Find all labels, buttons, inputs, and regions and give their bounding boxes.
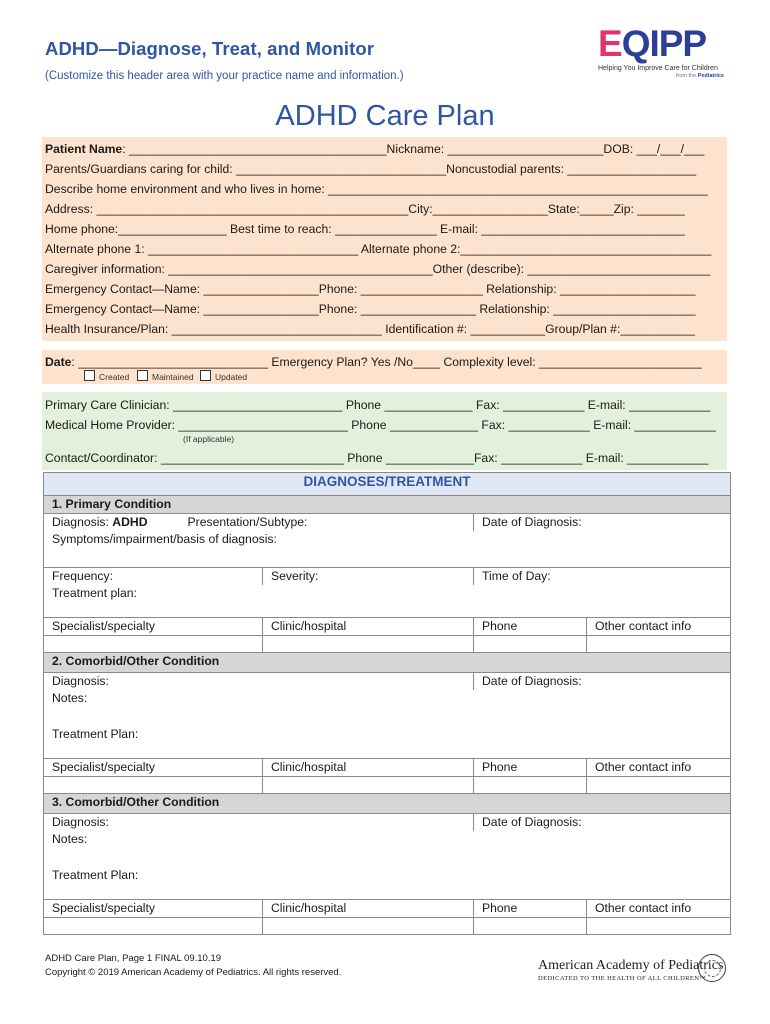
patient-line-9[interactable] xyxy=(45,301,696,317)
aap-tagline: DEDICATED TO THE HEALTH OF ALL CHILDREN™ xyxy=(538,975,707,982)
patient-line-text[interactable]: Alternate phone 1: _______________________________ Alternate phone 2:_____________________________________ xyxy=(45,242,712,256)
phone-col: Phone xyxy=(474,618,587,636)
document-title: ADHD Care Plan xyxy=(275,100,495,132)
logo-e: E xyxy=(598,23,622,64)
patient-line-5[interactable] xyxy=(45,221,685,237)
patient-line-6[interactable] xyxy=(45,241,711,257)
date-fields[interactable]: : ____________________________ Emergency Plan? Yes /No____ Complexity level: ________________________ xyxy=(71,355,702,369)
footer-text xyxy=(45,952,341,980)
checkbox-maintained-label: Maintained xyxy=(152,372,194,382)
header-title: ADHD—Diagnose, Treat, and Monitor xyxy=(45,38,375,59)
phone-col: Phone xyxy=(474,900,587,918)
primary-care-line[interactable]: Primary Care Clinician: _________________________ Phone _____________ Fax: ____________ E-mail: ____________ xyxy=(45,398,711,412)
specialist-col: Specialist/specialty xyxy=(44,900,263,918)
patient-line-text[interactable]: Caregiver information: _______________________________________Other (describe): ___________________________ xyxy=(45,262,711,276)
patient-line-10[interactable] xyxy=(45,321,695,337)
medical-home-line[interactable]: Medical Home Provider: _________________________ Phone _____________ Fax: ____________ E-mail: ____________ xyxy=(45,418,716,432)
specialist-input[interactable] xyxy=(44,777,263,794)
checkbox-updated-box[interactable] xyxy=(200,370,211,381)
comorbid-2-notes[interactable]: Notes: xyxy=(44,831,731,867)
checkbox-updated[interactable] xyxy=(200,370,247,382)
patient-line-text[interactable]: Home phone:________________ Best time to reach: _______________ E-mail: ______________________________ xyxy=(45,222,685,236)
phone-input[interactable] xyxy=(474,777,587,794)
checkbox-maintained-box[interactable] xyxy=(137,370,148,381)
logo-rest: QIPP xyxy=(621,23,707,64)
comorbid-2-date[interactable]: Date of Diagnosis: xyxy=(474,814,731,832)
patient-line-text[interactable]: Address: ______________________________________________City:_________________State:_____Zip: _______ xyxy=(45,202,685,216)
comorbid-1-date[interactable]: Date of Diagnosis: xyxy=(474,673,731,691)
comorbid-2-diagnosis[interactable]: Diagnosis: xyxy=(44,814,474,832)
specialist-col: Specialist/specialty xyxy=(44,618,263,636)
time-of-day-cell[interactable]: Time of Day: xyxy=(474,568,731,586)
patient-line-text[interactable]: Health Insurance/Plan: _______________________________ Identification #: ___________Group/Plan #:___________ xyxy=(45,322,695,336)
other-contact-col: Other contact info xyxy=(587,900,731,918)
phone-col: Phone xyxy=(474,759,587,777)
patient-line-7[interactable] xyxy=(45,261,710,277)
diagnosis-label: Diagnosis: xyxy=(52,515,113,529)
patient-line-8[interactable] xyxy=(45,281,696,297)
header-subtitle: (Customize this header area with your practice name and information.) xyxy=(45,70,404,82)
logo-byline-org: Pediatrics xyxy=(697,73,724,79)
patient-line-label: Patient Name xyxy=(45,142,123,156)
comorbid-1-notes[interactable]: Notes: xyxy=(44,690,731,726)
logo-wordmark xyxy=(598,24,724,64)
patient-line-text[interactable]: Emergency Contact—Name: _________________Phone: _________________ Relationship: _____________________ xyxy=(45,302,696,316)
logo-tagline: Helping You Improve Care for Children xyxy=(598,65,718,72)
table-header: DIAGNOSES/TREATMENT xyxy=(44,473,731,496)
clinic-col: Clinic/hospital xyxy=(263,759,474,777)
comorbid-1-treatment[interactable]: Treatment Plan: xyxy=(44,726,731,759)
comorbid-1-heading: 2. Comorbid/Other Condition xyxy=(44,653,731,673)
comorbid-1-diagnosis[interactable]: Diagnosis: xyxy=(44,673,474,691)
primary-condition-heading: 1. Primary Condition xyxy=(44,496,731,514)
aap-logo xyxy=(538,958,728,988)
footer-copyright: Copyright © 2019 American Academy of Pediatrics. All rights reserved. xyxy=(45,967,342,978)
comorbid-2-heading: 3. Comorbid/Other Condition xyxy=(44,794,731,814)
symptoms-cell[interactable]: Symptoms/impairment/basis of diagnosis: xyxy=(44,531,731,568)
patient-line-1[interactable] xyxy=(45,141,704,157)
patient-line-2[interactable] xyxy=(45,161,696,177)
patient-line-text[interactable]: Describe home environment and who lives in home: ________________________________________________________ xyxy=(45,182,708,196)
phone-input[interactable] xyxy=(474,918,587,935)
diagnoses-table xyxy=(43,472,731,935)
severity-cell[interactable]: Severity: xyxy=(263,568,474,586)
aap-seal-icon xyxy=(698,954,726,982)
specialist-input[interactable] xyxy=(44,918,263,935)
clinic-input[interactable] xyxy=(263,918,474,935)
primary-treatment-cell[interactable]: Treatment plan: xyxy=(44,585,731,618)
patient-line-text[interactable]: Emergency Contact—Name: _________________Phone: __________________ Relationship: ____________________ xyxy=(45,282,696,296)
clinic-col: Clinic/hospital xyxy=(263,618,474,636)
other-contact-input[interactable] xyxy=(587,636,731,653)
other-contact-input[interactable] xyxy=(587,918,731,935)
patient-line-text[interactable]: : ______________________________________Nickname: _______________________DOB: ___/___/___ xyxy=(122,142,705,156)
logo-byline xyxy=(598,73,724,79)
patient-line-4[interactable] xyxy=(45,201,685,217)
diagnosis-value: ADHD xyxy=(112,515,148,529)
other-contact-col: Other contact info xyxy=(587,618,731,636)
logo-byline-prefix: from the xyxy=(675,73,697,79)
primary-diagnosis-cell[interactable] xyxy=(44,514,474,532)
footer-page-line: ADHD Care Plan, Page 1 FINAL 09.10.19 xyxy=(45,953,222,964)
other-contact-input[interactable] xyxy=(587,777,731,794)
specialist-input[interactable] xyxy=(44,636,263,653)
clinic-input[interactable] xyxy=(263,636,474,653)
checkbox-maintained[interactable] xyxy=(137,370,194,382)
date-label: Date xyxy=(45,355,72,369)
checkbox-created[interactable] xyxy=(84,370,129,382)
if-applicable-note: (If applicable) xyxy=(183,434,235,444)
primary-date-cell[interactable]: Date of Diagnosis: xyxy=(474,514,731,532)
presentation-label: Presentation/Subtype: xyxy=(187,515,308,529)
checkbox-created-label: Created xyxy=(99,372,130,382)
phone-input[interactable] xyxy=(474,636,587,653)
patient-line-text[interactable]: Parents/Guardians caring for child: _______________________________Noncustodial parents: ___________________ xyxy=(45,162,697,176)
clinic-input[interactable] xyxy=(263,777,474,794)
comorbid-2-treatment[interactable]: Treatment Plan: xyxy=(44,867,731,900)
patient-line-3[interactable] xyxy=(45,181,708,197)
checkbox-updated-label: Updated xyxy=(215,372,248,382)
specialist-col: Specialist/specialty xyxy=(44,759,263,777)
other-contact-col: Other contact info xyxy=(587,759,731,777)
clinic-col: Clinic/hospital xyxy=(263,900,474,918)
frequency-cell[interactable]: Frequency: xyxy=(44,568,263,586)
eqipp-logo xyxy=(598,24,724,88)
aap-name: American Academy of Pediatrics xyxy=(538,958,724,973)
coordinator-line[interactable]: Contact/Coordinator: ___________________________ Phone _____________Fax: ____________ E-mail: ____________ xyxy=(45,451,709,465)
date-line xyxy=(45,354,702,370)
checkbox-created-box[interactable] xyxy=(84,370,95,381)
